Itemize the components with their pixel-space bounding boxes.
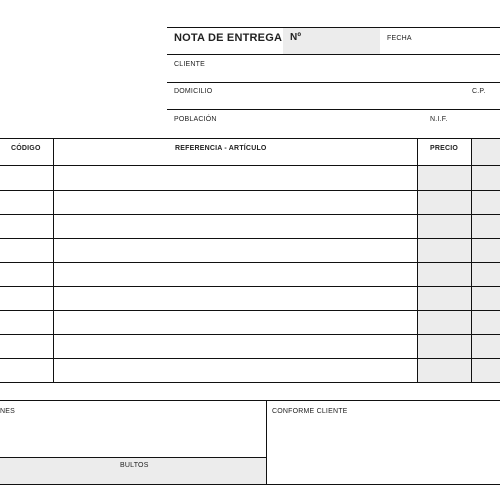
table-top-rule — [0, 138, 500, 139]
header-top-rule — [167, 27, 500, 28]
table-body — [0, 166, 500, 382]
table-row — [0, 166, 500, 190]
observations-label: NES — [0, 408, 15, 415]
postal-code-label: C.P. — [472, 88, 486, 95]
client-label: CLIENTE — [174, 61, 205, 68]
packages-top-rule — [0, 457, 266, 458]
header-rule-2 — [167, 82, 500, 83]
table-row — [0, 358, 500, 382]
form-title: NOTA DE ENTREGA — [174, 32, 283, 44]
table-row — [0, 334, 500, 358]
packages-label: BULTOS — [120, 462, 149, 469]
table-bottom-rule — [0, 382, 500, 383]
table-row — [0, 190, 500, 214]
header-rule-3 — [167, 109, 500, 110]
table-row — [0, 238, 500, 262]
address-label: DOMICILIO — [174, 88, 213, 95]
header-rule-1 — [167, 54, 500, 55]
nif-label: N.I.F. — [430, 116, 448, 123]
town-label: POBLACIÓN — [174, 116, 217, 123]
footer-top-rule — [0, 400, 500, 401]
items-table — [0, 138, 500, 383]
date-label: FECHA — [387, 35, 412, 42]
footer-divider — [266, 400, 267, 485]
column-header-reference: REFERENCIA - ARTÍCULO — [175, 145, 267, 152]
column-header-code: CÓDIGO — [11, 145, 41, 152]
table-row — [0, 214, 500, 238]
client-conformity-label: CONFORME CLIENTE — [272, 408, 348, 415]
column-header-price: PRECIO — [430, 145, 459, 152]
table-row — [0, 310, 500, 334]
table-row — [0, 262, 500, 286]
footer-bottom-rule — [0, 484, 500, 485]
number-label: Nº — [290, 32, 302, 43]
table-row — [0, 286, 500, 310]
